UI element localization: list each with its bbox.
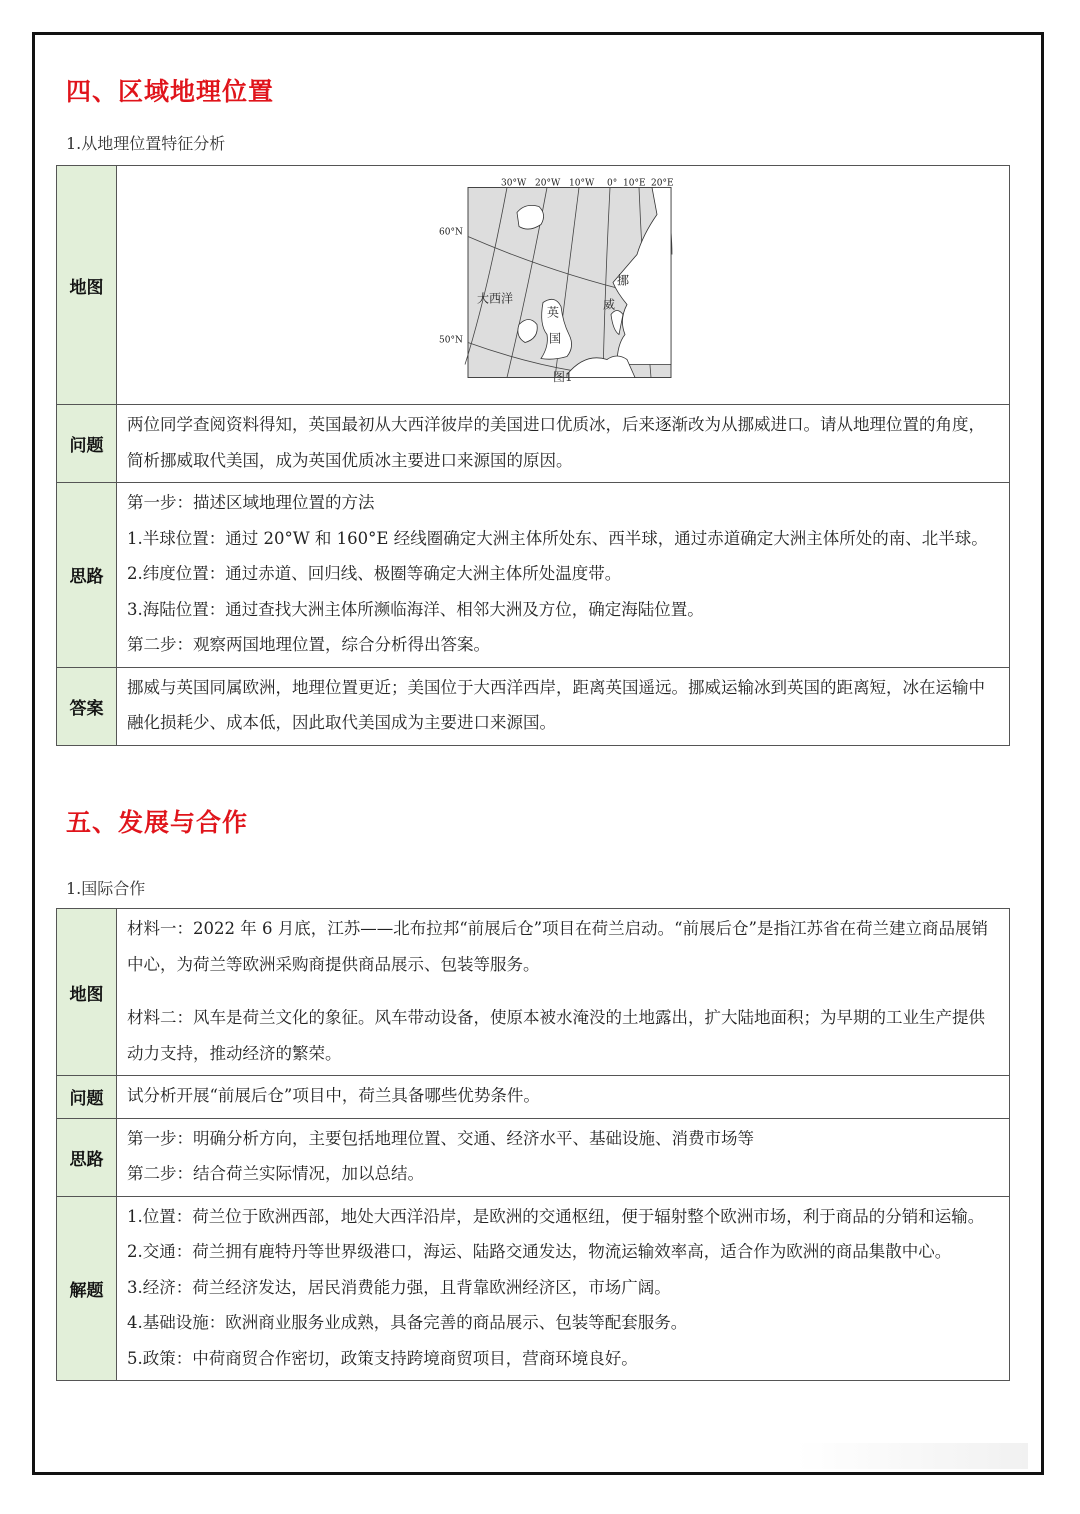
- lon-label: 0°: [607, 178, 618, 189]
- section4-title: 四、区域地理位置: [66, 77, 275, 106]
- country-label-uk: 英: [547, 305, 560, 320]
- solution-line: 5.政策：中荷商贸合作密切，政策支持跨境商贸项目，营商环境良好。: [127, 1348, 638, 1368]
- row-label-answer: 答案: [57, 667, 117, 745]
- map-cell: [117, 166, 1010, 405]
- row-label-question: 问题: [57, 1076, 117, 1119]
- solution-line: 1.位置：荷兰位于欧洲西部，地处大西洋沿岸，是欧洲的交通枢纽，便于辐射整个欧洲市场，利于商品的分销和运输。: [127, 1206, 985, 1226]
- material-one: 材料一：2022 年 6 月底，江苏——北布拉邦“前展后仓”项目在荷兰启动。“前展后仓”是指江苏省在荷兰建立商品展销中心，为荷兰等欧洲采购商提供商品展示、包装等服务。: [127, 919, 988, 974]
- thinking-line: 第一步：明确分析方向，主要包括地理位置、交通、经济水平、基础设施、消费市场等: [127, 1128, 754, 1148]
- thinking-line: 3.海陆位置：通过查找大洲主体所濒临海洋、相邻大洲及方位，确定海陆位置。: [127, 599, 704, 619]
- europe-map-figure: [439, 166, 674, 388]
- row-label-map: 地图: [57, 909, 117, 1076]
- lat-label: 60°N: [439, 227, 463, 238]
- country-label-norway: 挪: [617, 273, 630, 288]
- country-label-norway: 威: [603, 297, 616, 312]
- thinking-line: 第二步：结合荷兰实际情况，加以总结。: [127, 1164, 424, 1183]
- thinking-line: 1.半球位置：通过 20°W 和 160°E 经线圈确定大洲主体所处东、西半球，通过赤道确定大洲主体所处的南、北半球。: [127, 528, 988, 548]
- iceland-shape: [517, 205, 544, 229]
- row-label-question: 问题: [57, 405, 117, 483]
- row-label-solution: 解题: [57, 1196, 117, 1381]
- solution-line: 3.经济：荷兰经济发达，居民消费能力强，且背靠欧洲经济区，市场广阔。: [127, 1277, 671, 1297]
- map-caption: 图1: [553, 370, 573, 384]
- row-label-map: 地图: [57, 166, 117, 405]
- material-two: 材料二：风车是荷兰文化的象征。风车带动设备，使原本被水淹没的土地露出，扩大陆地面积；为早期的工业生产提供动力支持，推动经济的繁荣。: [127, 1008, 985, 1063]
- lon-label: 30°W: [501, 178, 527, 189]
- section5-table: [56, 908, 1010, 1381]
- lon-label: 10°E: [623, 178, 646, 189]
- lat-label: 50°N: [439, 335, 463, 346]
- thinking-line: 第二步：观察两国地理位置，综合分析得出答案。: [127, 635, 490, 654]
- thinking-line: 第一步：描述区域地理位置的方法: [127, 493, 375, 512]
- section5-subtitle: 1.国际合作: [66, 879, 146, 898]
- ocean-label: 大西洋: [477, 291, 514, 306]
- solution-line: 2.交通：荷兰拥有鹿特丹等世界级港口，海运、陆路交通发达，物流运输效率高，适合作为欧洲的商品集散中心。: [127, 1242, 952, 1261]
- question-text: 两位同学查阅资料得知，英国最初从大西洋彼岸的美国进口优质冰，后来逐渐改为从挪威进口。请从地理位置的角度，简析挪威取代美国，成为英国优质冰主要进口来源国的原因。: [127, 415, 985, 470]
- section5-title: 五、发展与合作: [66, 808, 249, 837]
- solution-line: 4.基础设施：欧洲商业服务业成熟，具备完善的商品展示、包装等配套服务。: [127, 1313, 688, 1332]
- watermark-fade: [796, 1443, 1028, 1469]
- row-label-thinking: 思路: [57, 483, 117, 668]
- country-label-uk: 国: [549, 331, 562, 346]
- thinking-line: 2.纬度位置：通过赤道、回归线、极圈等确定大洲主体所处温度带。: [127, 564, 622, 583]
- lon-label: 20°E: [651, 178, 674, 189]
- answer-text: 挪威与英国同属欧洲，地理位置更近；美国位于大西洋西岸，距离英国遥远。挪威运输冰到英国的距离短，冰在运输中融化损耗少、成本低，因此取代美国成为主要进口来源国。: [127, 677, 985, 732]
- lon-label: 10°W: [569, 178, 595, 189]
- section4-subtitle: 1.从地理位置特征分析: [66, 134, 226, 153]
- lon-label: 20°W: [535, 178, 561, 189]
- section4-table: [56, 165, 1010, 746]
- question-text: 试分析开展“前展后仓”项目中，荷兰具备哪些优势条件。: [127, 1086, 540, 1105]
- row-label-thinking: 思路: [57, 1118, 117, 1196]
